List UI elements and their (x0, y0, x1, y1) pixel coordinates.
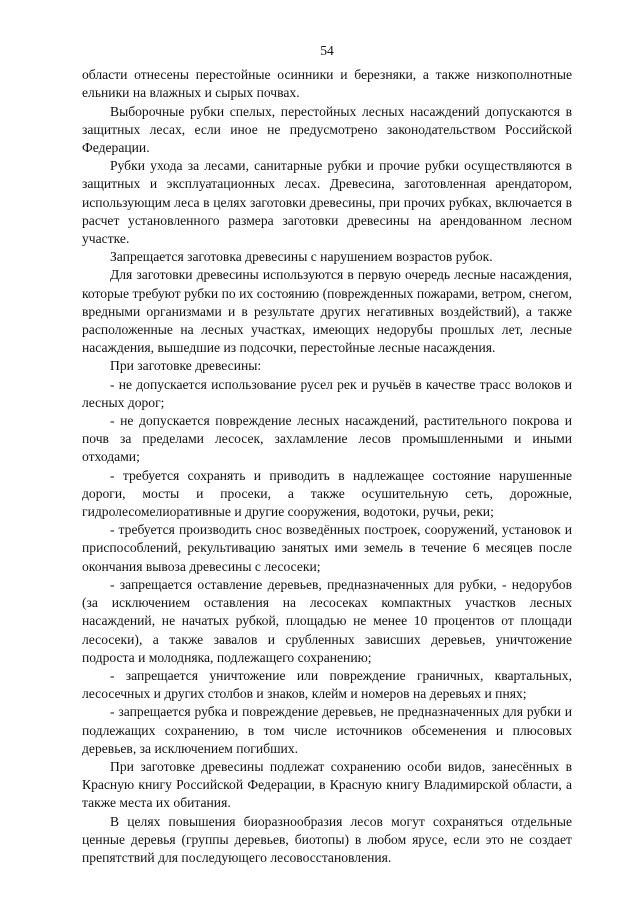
paragraph-3: Рубки ухода за лесами, санитарные рубки и прочие рубки осуществляются в защитных и эксплуатационных лесах. Древесина, заготовленная арендатором, использующим леса в целях заготовки древесины, при прочих рубках, включается в расчет установленного размера заготовки древесины на арендованном лесном участке. (82, 158, 572, 247)
paragraph-8: В целях повышения биоразнообразия лесов могут сохраняться отдельные ценные деревья (группы деревьев, биотопы) в любом ярусе, если это не создает препятствий для последующего лесовосстановления. (82, 813, 572, 865)
list-item-7: - запрещается рубка и повреждение деревьев, не предназначенных для рубки и подлежащих сохранению, в том числе источников обсеменения и плюсовых деревьев, за исключением погибших. (82, 704, 572, 756)
paragraph-7: При заготовке древесины подлежат сохранению особи видов, занесённых в Красную книгу Российской Федерации, в Красную книгу Владимирской области, а также места их обитания. (82, 758, 572, 811)
paragraph-1: области отнесены перестойные осинники и березняки, а также низкополнотные ельники на влажных и сырых почвах. (82, 67, 572, 101)
list-item-3: - требуется сохранять и приводить в надлежащее состояние нарушенные дороги, мосты и просеки, а также осушительную сеть, дорожные, гидролесомелиоративные и другие сооружения, водотоки, ручьи, реки; (82, 467, 572, 520)
paragraph-2: Выборочные рубки спелых, перестойных лесных насаждений допускаются в защитных лесах, если иное не предусмотрено законодательством Российской Федерации. (82, 103, 572, 156)
paragraph-4: Запрещается заготовка древесины с нарушением возрастов рубок. (110, 249, 493, 265)
list-item-2: - не допускается повреждение лесных насаждений, растительного покрова и почв за пределами лесосек, захламление лесов промышленными и иными отходами; (82, 413, 572, 465)
list-item-6: - запрещается уничтожение или повреждение граничных, квартальных, лесосечных и других столбов и знаков, клейм и номеров на деревьях и пнях; (82, 667, 572, 702)
list-item-1: - не допускается использование русел рек и ручьёв в качестве трасс волоков и лесных дорог; (82, 376, 572, 410)
list-item-5: - запрещается оставление деревьев, предназначенных для рубки, - недорубов (за исключением оставления на лесосеках компактных участков лесных насаждений, не начатых рубкой, площадью не менее 10 процентов от площади лесосеки), а также завалов и срубленных зависших деревьев, уничтожение подроста и молодняка, подлежащего сохранению; (82, 576, 572, 665)
list-item-4: - требуется производить снос возведённых построек, сооружений, установок и приспособлений, рекультивацию занятых ими земель в течение 6 месяцев после окончания вывоза древесины с лесосеки; (82, 522, 572, 574)
page-number: 54 (320, 43, 334, 58)
paragraph-6: При заготовке древесины: (110, 358, 262, 374)
paragraph-5: Для заготовки древесины используются в первую очередь лесные насаждения, которые требуют рубки по их состоянию (поврежденных пожарами, ветром, снегом, вредными организмами и в результате других негативных воздействий), а также расположенные на лесных участках, имеющих недорубы прошлых лет, лесные насаждения, вышедшие из подсочки, перестойные лесные насаждения. (82, 267, 572, 356)
